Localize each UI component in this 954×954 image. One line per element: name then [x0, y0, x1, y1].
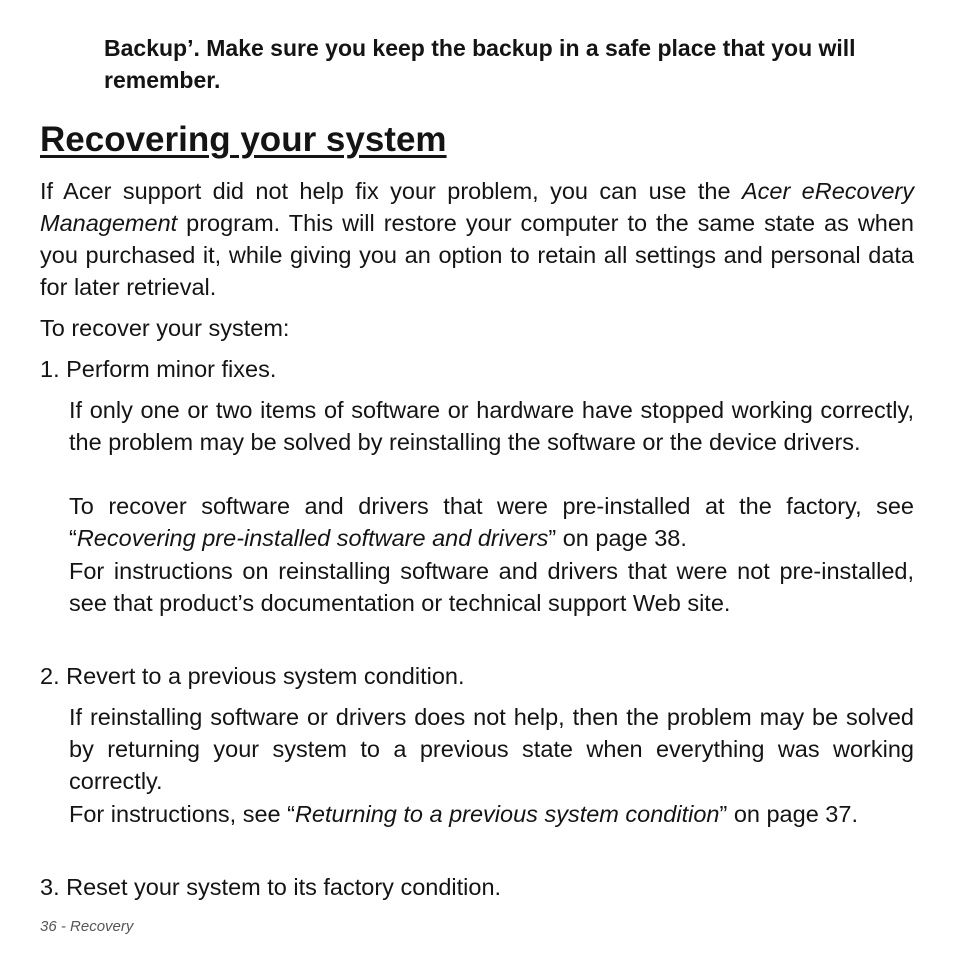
step-1-b-before: To recover software and drivers that were pre-installed at the factory, see “ [69, 493, 914, 551]
intro-text-before: If Acer support did not help fix your problem, you can use the [40, 178, 742, 204]
link-recovering-preinstalled[interactable]: Recovering pre-installed software and drivers [76, 525, 549, 551]
step-1-label: 1. Perform minor fixes. [40, 356, 277, 382]
step-1-paragraph-b [69, 490, 914, 554]
step-2-label: 2. Revert to a previous system condition. [40, 663, 465, 689]
step-2-b-before: For instructions, see “ [69, 801, 295, 827]
backup-note: Backup’. Make sure you keep the backup in a safe place that you will remember. [104, 35, 856, 93]
section-heading: Recovering your system [40, 120, 447, 159]
step-2-b-after: ” on page 37. [719, 801, 858, 827]
lead-text: To recover your system: [40, 315, 290, 341]
page-footer: 36 - Recovery [40, 918, 134, 935]
program-name: Acer eRecovery Management [40, 178, 914, 236]
step-3-label: 3. Reset your system to its factory condition. [40, 874, 502, 900]
step-1-paragraph-c: For instructions on reinstalling software and drivers that were not pre-installed, see that product’s documentation or technical support Web site. [69, 558, 914, 616]
step-2-paragraph-b [69, 798, 914, 830]
intro-text-after: program. This will restore your computer to the same state as when you purchased it, while giving you an option to retain all settings and personal data for later retrieval. [40, 210, 914, 300]
step-1-paragraph-a: If only one or two items of software or hardware have stopped working correctly, the problem may be solved by reinstalling the software or the device drivers. [69, 397, 914, 455]
intro-paragraph [40, 175, 914, 303]
link-returning-previous[interactable]: Returning to a previous system condition [294, 801, 720, 827]
step-2-paragraph-a: If reinstalling software or drivers does not help, then the problem may be solved by returning your system to a previous state when everything was working correctly. [69, 704, 914, 794]
step-1-b-after: ” on page 38. [548, 525, 687, 551]
